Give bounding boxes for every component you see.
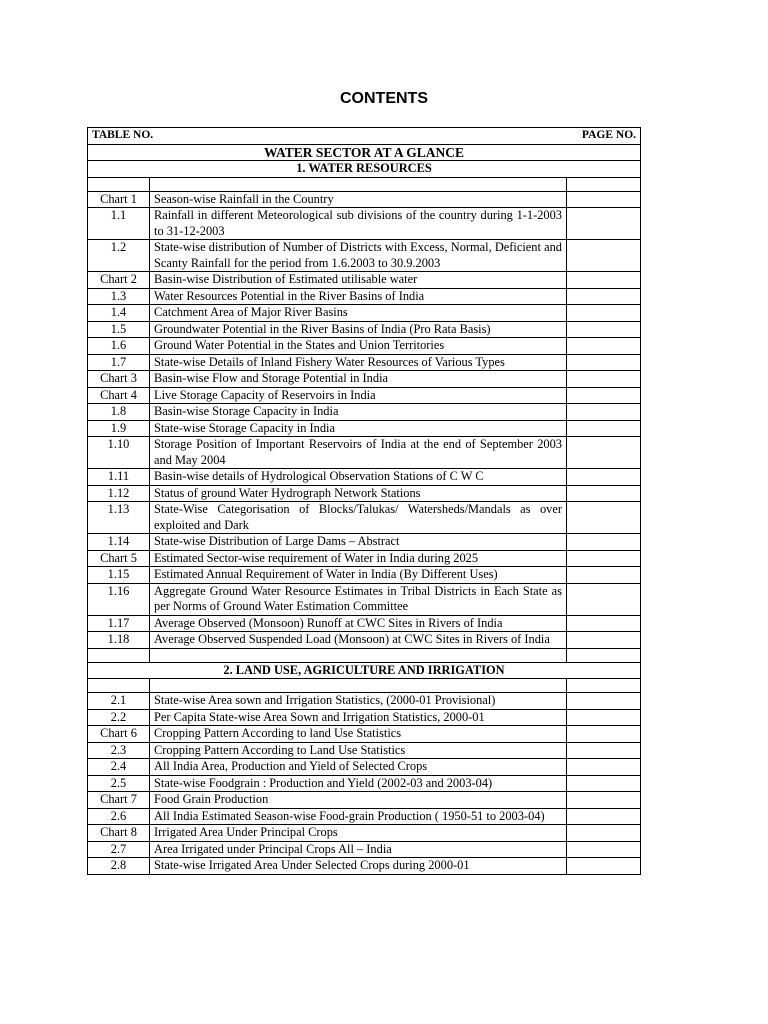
- page-number: [567, 632, 641, 649]
- table-number: Chart 6: [88, 726, 150, 743]
- table-title: State-wise Foodgrain : Production and Yield (2002-03 and 2003-04): [150, 775, 567, 792]
- page-number: [567, 775, 641, 792]
- table-number: 1.15: [88, 567, 150, 584]
- table-row: [88, 583, 641, 615]
- table-row: [88, 502, 641, 534]
- table-number: Chart 7: [88, 792, 150, 809]
- table-number: 2.1: [88, 693, 150, 710]
- spacer-row: [88, 679, 641, 693]
- page-number: [567, 615, 641, 632]
- table-row: [88, 550, 641, 567]
- table-row: [88, 632, 641, 649]
- table-row: [88, 469, 641, 486]
- page-number: [567, 240, 641, 272]
- table-row: [88, 485, 641, 502]
- table-number: 1.5: [88, 321, 150, 338]
- page-number: [567, 305, 641, 322]
- table-number: 1.13: [88, 502, 150, 534]
- page-number: [567, 808, 641, 825]
- page-number: [567, 354, 641, 371]
- page-number: [567, 534, 641, 551]
- table-title: Average Observed (Monsoon) Runoff at CWC Sites in Rivers of India: [150, 615, 567, 632]
- table-number: 1.4: [88, 305, 150, 322]
- blank-cell: [567, 679, 641, 693]
- table-number: Chart 8: [88, 825, 150, 842]
- page-number: [567, 288, 641, 305]
- page-number: [567, 841, 641, 858]
- spacer-row: [88, 177, 641, 191]
- table-title: State-wise distribution of Number of Districts with Excess, Normal, Deficient and Scanty Rainfall for the period from 1.6.2003 to 30.9.2003: [150, 240, 567, 272]
- table-number: 2.6: [88, 808, 150, 825]
- blank-cell: [150, 679, 567, 693]
- table-title: Aggregate Ground Water Resource Estimates in Tribal Districts in Each State as per Norms of Ground Water Estimation Committee: [150, 583, 567, 615]
- page-number: [567, 693, 641, 710]
- table-row: [88, 191, 641, 208]
- table-title: State-wise Storage Capacity in India: [150, 420, 567, 437]
- page-number: [567, 502, 641, 534]
- spacer-row: [88, 648, 641, 662]
- page-number: [567, 387, 641, 404]
- page-number: [567, 191, 641, 208]
- table-title: State-Wise Categorisation of Blocks/Talukas/ Watersheds/Mandals as over exploited and Dark: [150, 502, 567, 534]
- table-row: [88, 354, 641, 371]
- table-row: [88, 742, 641, 759]
- table-title: Live Storage Capacity of Reservoirs in India: [150, 387, 567, 404]
- table-number: Chart 1: [88, 191, 150, 208]
- table-row: [88, 387, 641, 404]
- page-number: [567, 550, 641, 567]
- blank-cell: [150, 648, 567, 662]
- page-number: [567, 321, 641, 338]
- table-row: [88, 534, 641, 551]
- table-number: 2.3: [88, 742, 150, 759]
- table-title: Cropping Pattern According to Land Use Statistics: [150, 742, 567, 759]
- page-number: [567, 371, 641, 388]
- table-row: [88, 759, 641, 776]
- table-row: [88, 420, 641, 437]
- table-title: Basin-wise Distribution of Estimated utilisable water: [150, 272, 567, 289]
- table-title: Storage Position of Important Reservoirs of India at the end of September 2003 and May 2004: [150, 437, 567, 469]
- table-number: 2.8: [88, 858, 150, 875]
- table-title: Estimated Annual Requirement of Water in India (By Different Uses): [150, 567, 567, 584]
- page-number: [567, 567, 641, 584]
- table-title: All India Area, Production and Yield of Selected Crops: [150, 759, 567, 776]
- page-number: [567, 338, 641, 355]
- table-number: 1.10: [88, 437, 150, 469]
- table-title: Average Observed Suspended Load (Monsoon) at CWC Sites in Rivers of India: [150, 632, 567, 649]
- blank-cell: [150, 177, 567, 191]
- table-row: [88, 404, 641, 421]
- table-title: Groundwater Potential in the River Basins of India (Pro Rata Basis): [150, 321, 567, 338]
- table-row: [88, 709, 641, 726]
- page-number: [567, 858, 641, 875]
- table-row: [88, 338, 641, 355]
- table-number: Chart 5: [88, 550, 150, 567]
- blank-cell: [88, 679, 150, 693]
- table-title: Basin-wise Storage Capacity in India: [150, 404, 567, 421]
- table-row: [88, 567, 641, 584]
- table-title: Food Grain Production: [150, 792, 567, 809]
- table-number: 2.4: [88, 759, 150, 776]
- table-number: 1.8: [88, 404, 150, 421]
- page-number: [567, 825, 641, 842]
- table-number: 1.1: [88, 208, 150, 240]
- blank-cell: [567, 648, 641, 662]
- table-title: Area Irrigated under Principal Crops All – India: [150, 841, 567, 858]
- table-number: 1.9: [88, 420, 150, 437]
- table-row: [88, 615, 641, 632]
- page-no-header: PAGE NO.: [581, 129, 637, 141]
- page-number: [567, 709, 641, 726]
- table-row: [88, 775, 641, 792]
- table-row: [88, 437, 641, 469]
- page-number: [567, 420, 641, 437]
- section-heading: 2. LAND USE, AGRICULTURE AND IRRIGATION: [88, 662, 641, 679]
- table-row: [88, 305, 641, 322]
- table-row: [88, 371, 641, 388]
- table-title: State-wise Distribution of Large Dams – Abstract: [150, 534, 567, 551]
- blank-cell: [567, 177, 641, 191]
- table-title: State-wise Area sown and Irrigation Statistics, (2000-01 Provisional): [150, 693, 567, 710]
- table-title: Ground Water Potential in the States and Union Territories: [150, 338, 567, 355]
- table-number: 1.12: [88, 485, 150, 502]
- table-title: Cropping Pattern According to land Use Statistics: [150, 726, 567, 743]
- table-row: [88, 726, 641, 743]
- table-row: [88, 825, 641, 842]
- page-number: [567, 404, 641, 421]
- blank-cell: [88, 648, 150, 662]
- table-title: Estimated Sector-wise requirement of Water in India during 2025: [150, 550, 567, 567]
- table-row: [88, 858, 641, 875]
- main-title-row: [88, 144, 641, 161]
- section-heading-row: [88, 662, 641, 679]
- table-row: [88, 841, 641, 858]
- table-number: Chart 4: [88, 387, 150, 404]
- table-row: [88, 208, 641, 240]
- table-title: Basin-wise details of Hydrological Observation Stations of C W C: [150, 469, 567, 486]
- table-number: 2.2: [88, 709, 150, 726]
- contents-table: [87, 127, 641, 875]
- table-row: [88, 240, 641, 272]
- table-number: 2.5: [88, 775, 150, 792]
- page-number: [567, 485, 641, 502]
- section-heading: 1. WATER RESOURCES: [88, 161, 641, 178]
- blank-cell: [88, 177, 150, 191]
- header-row: [88, 128, 641, 145]
- section-heading-row: [88, 161, 641, 178]
- table-title: Catchment Area of Major River Basins: [150, 305, 567, 322]
- table-number: 1.7: [88, 354, 150, 371]
- table-row: [88, 808, 641, 825]
- table-row: [88, 288, 641, 305]
- table-number: 1.18: [88, 632, 150, 649]
- page-number: [567, 583, 641, 615]
- table-number: 2.7: [88, 841, 150, 858]
- table-row: [88, 321, 641, 338]
- table-row: [88, 792, 641, 809]
- table-title: State-wise Irrigated Area Under Selected Crops during 2000-01: [150, 858, 567, 875]
- page-number: [567, 759, 641, 776]
- table-title: Status of ground Water Hydrograph Network Stations: [150, 485, 567, 502]
- table-row: [88, 272, 641, 289]
- page-number: [567, 469, 641, 486]
- table-number: 1.17: [88, 615, 150, 632]
- table-title: Basin-wise Flow and Storage Potential in India: [150, 371, 567, 388]
- table-number: 1.3: [88, 288, 150, 305]
- table-no-header: TABLE NO.: [92, 129, 154, 141]
- table-number: 1.6: [88, 338, 150, 355]
- page-number: [567, 792, 641, 809]
- table-title: State-wise Details of Inland Fishery Water Resources of Various Types: [150, 354, 567, 371]
- table-title: Per Capita State-wise Area Sown and Irrigation Statistics, 2000-01: [150, 709, 567, 726]
- table-title: Rainfall in different Meteorological sub divisions of the country during 1-1-2003 to 31-12-2003: [150, 208, 567, 240]
- table-title: Water Resources Potential in the River Basins of India: [150, 288, 567, 305]
- page-number: [567, 272, 641, 289]
- main-title: WATER SECTOR AT A GLANCE: [88, 144, 641, 161]
- table-number: Chart 3: [88, 371, 150, 388]
- table-title: Season-wise Rainfall in the Country: [150, 191, 567, 208]
- page-number: [567, 742, 641, 759]
- page-number: [567, 726, 641, 743]
- table-number: 1.11: [88, 469, 150, 486]
- table-number: Chart 2: [88, 272, 150, 289]
- table-number: 1.16: [88, 583, 150, 615]
- page-number: [567, 208, 641, 240]
- contents-table-body: [88, 128, 641, 875]
- page-title: CONTENTS: [340, 90, 428, 107]
- table-row: [88, 693, 641, 710]
- table-title: All India Estimated Season-wise Food-grain Production ( 1950-51 to 2003-04): [150, 808, 567, 825]
- table-number: 1.2: [88, 240, 150, 272]
- table-title: Irrigated Area Under Principal Crops: [150, 825, 567, 842]
- page-number: [567, 437, 641, 469]
- table-number: 1.14: [88, 534, 150, 551]
